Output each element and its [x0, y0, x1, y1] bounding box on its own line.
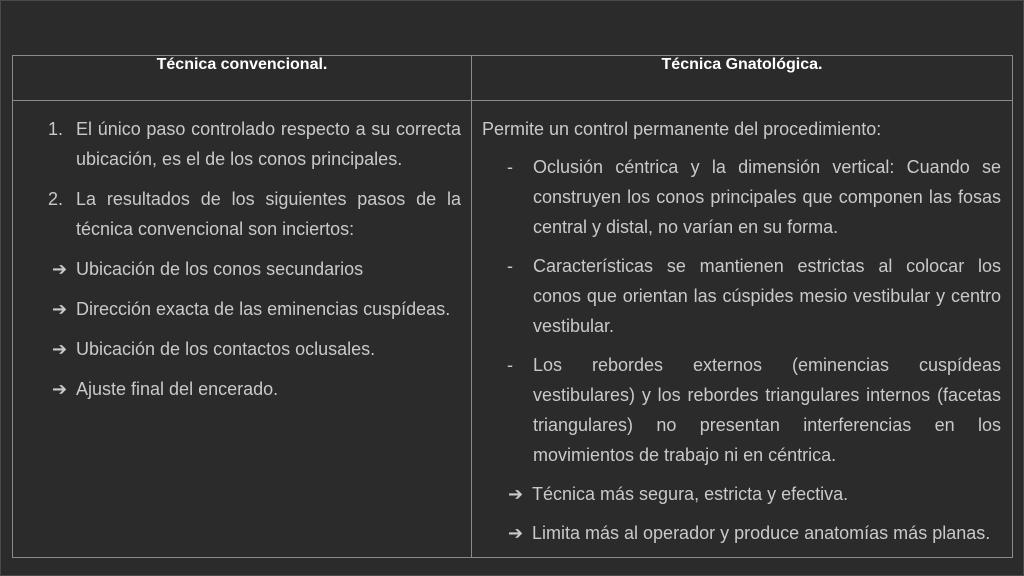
arrow-icon: ➔ — [508, 523, 524, 543]
arrow-icon: ➔ — [52, 299, 68, 319]
dash-icon: - — [507, 157, 513, 177]
item-text: Ajuste final del encerado. — [76, 379, 279, 399]
numbered-item — [23, 184, 461, 244]
item-text: Ubicación de los contactos oclusales. — [76, 339, 376, 359]
item-text: Oclusión céntrica y la dimensión vertical: Cuando se construyen los conos principales que componen las fosas central y distal, no varían en su forma. — [533, 157, 1001, 237]
item-text: Los rebordes externos (eminencias cuspídeas vestibulares) y los rebordes triangulares internos (facetas triangulares) no presentan interferencias en los movimientos de trabajo ni en céntrica. — [533, 355, 1001, 465]
dash-item — [482, 152, 1001, 242]
content-row — [13, 101, 1013, 558]
arrow-icon: ➔ — [52, 259, 68, 279]
dash-item — [482, 350, 1001, 470]
item-number: 2. — [48, 189, 64, 209]
arrow-item — [23, 334, 461, 364]
header-gnathological: Técnica Gnatológica. — [472, 56, 1013, 101]
arrow-icon: ➔ — [52, 339, 68, 359]
dash-item — [482, 251, 1001, 341]
arrow-item — [23, 374, 461, 404]
numbered-item — [23, 114, 461, 174]
dash-icon: - — [507, 256, 513, 276]
arrow-item — [482, 518, 1001, 548]
comparison-table — [12, 55, 1013, 558]
gnathological-cell — [472, 101, 1013, 558]
arrow-icon: ➔ — [508, 484, 524, 504]
intro-text: Permite un control permanente del procedimiento: — [482, 119, 882, 139]
arrow-item — [23, 294, 461, 324]
item-text: El único paso controlado respecto a su correcta ubicación, es el de los conos principales. — [76, 119, 461, 169]
item-text: Características se mantienen estrictas al colocar los conos que orientan las cúspides mesio vestibular y centro vestibular. — [533, 256, 1001, 336]
header-conventional: Técnica convencional. — [13, 56, 472, 101]
arrow-item — [482, 479, 1001, 509]
arrow-item — [23, 254, 461, 284]
item-text: Dirección exacta de las eminencias cuspídeas. — [76, 299, 451, 319]
header-row — [13, 56, 1013, 101]
item-number: 1. — [48, 119, 64, 139]
dash-icon: - — [507, 355, 513, 375]
item-text: La resultados de los siguientes pasos de la técnica convencional son inciertos: — [76, 189, 461, 239]
item-text: Ubicación de los conos secundarios — [76, 259, 364, 279]
conventional-cell — [13, 101, 472, 558]
item-text: Técnica más segura, estricta y efectiva. — [532, 484, 849, 504]
item-text: Limita más al operador y produce anatomías más planas. — [532, 523, 991, 543]
arrow-icon: ➔ — [52, 379, 68, 399]
